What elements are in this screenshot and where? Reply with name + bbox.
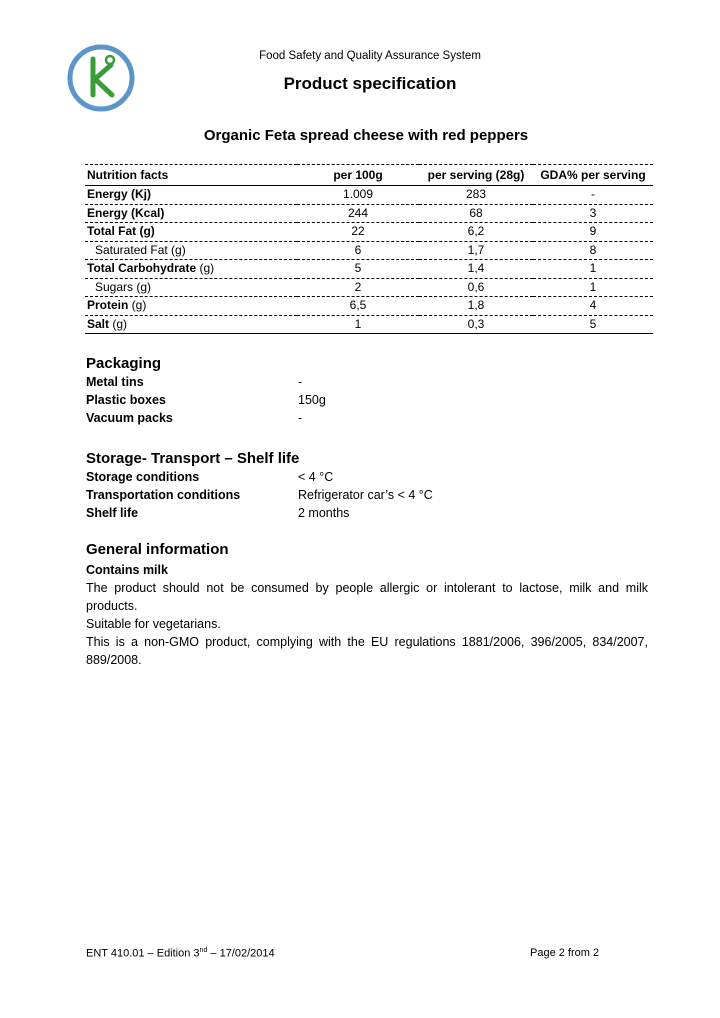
footer-edition [86,947,275,960]
contains-note: Contains milk [86,563,168,577]
nutrient-name: Energy (Kj) [87,187,152,202]
per-100g-value: 2 [297,278,419,297]
per-serving-value: 6,2 [419,223,533,242]
gda-value: 5 [533,315,653,334]
gda-value: 3 [533,204,653,223]
storage-label: Storage conditions [86,470,200,484]
per-100g-value: 1 [297,315,419,334]
allergy-note: The product should not be consumed by people allergic or intolerant to lactose, milk and milk products. [86,581,648,613]
per-100g-value: 22 [297,223,419,242]
packaging-value: 150g [298,393,326,407]
per-100g-value: 244 [297,204,419,223]
company-name: Food Safety and Quality Assurance System [259,50,481,62]
footer-page-number: Page 2 from 2 [530,947,600,959]
document-title: Product specification [283,74,457,93]
packaging-value: - [298,411,303,425]
storage-value: 2 months [298,506,350,520]
per-serving-value: 0,6 [419,278,533,297]
packaging-item [86,393,326,407]
storage-value: < 4 °C [298,470,334,484]
nutrient-name: Salt [87,316,110,331]
edition-prefix: ENT 410.01 – Edition 3 [86,947,200,960]
per-100g-value: 6 [297,241,419,260]
storage-label: Shelf life [86,506,139,520]
table-row [85,204,653,223]
table-row [85,223,653,242]
nutrient-name: Sugars (g) [95,279,152,294]
nutrient-name: Energy (Kcal) [87,205,165,220]
nutrient-name: Total Carbohydrate [87,261,197,276]
storage-item [86,506,349,520]
general-heading: General information [86,541,229,558]
storage-item [86,470,333,484]
gda-value: - [533,186,653,205]
gda-header: GDA% per serving [533,165,653,186]
storage-item [86,488,433,502]
gda-value: 9 [533,223,653,242]
per-serving-value: 0,3 [419,315,533,334]
nutrition-header: Nutrition facts [85,165,297,186]
per-serving-value: 283 [419,186,533,205]
company-logo [66,43,136,113]
packaging-heading: Packaging [86,355,162,372]
nutrient-name: Protein [87,298,129,313]
gda-value: 8 [533,241,653,260]
nutrition-header-row [85,165,653,186]
per-100g-header: per 100g [297,165,419,186]
table-row [85,315,653,334]
gda-value: 1 [533,278,653,297]
table-row [85,241,653,260]
per-serving-value: 1,4 [419,260,533,279]
general-info [86,561,648,669]
nutrient-unit: (g) [128,298,147,313]
table-row [85,278,653,297]
gda-value: 1 [533,260,653,279]
product-title: Organic Feta spread cheese with red peppers [203,127,529,144]
edition-suffix: – 17/02/2014 [207,947,275,960]
storage-label: Transportation conditions [86,488,241,502]
per-100g-value: 1.009 [297,186,419,205]
packaging-value: - [298,375,303,389]
table-row [85,297,653,316]
per-100g-value: 5 [297,260,419,279]
nutrient-name: Saturated Fat (g) [95,242,186,257]
table-row [85,260,653,279]
edition-superscript: nd [199,947,208,954]
nutrient-unit: (g) [196,261,215,276]
table-row [85,186,653,205]
storage-value: Refrigerator car’s < 4 °C [298,488,433,502]
packaging-label: Plastic boxes [86,393,166,407]
per-100g-value: 6,5 [297,297,419,316]
nutrient-name: Total Fat (g) [87,224,155,239]
per-serving-value: 1,8 [419,297,533,316]
gmo-note: This is a non-GMO product, complying with the EU regulations 1881/2006, 396/2005, 834/2007, 889/2008. [86,635,648,667]
packaging-label: Metal tins [86,375,144,389]
nutrition-table [85,164,653,334]
nutrient-unit: (g) [109,316,128,331]
storage-heading: Storage- Transport – Shelf life [86,450,300,467]
per-serving-header: per serving (28g) [419,165,533,186]
per-serving-value: 68 [419,204,533,223]
vegetarian-note: Suitable for vegetarians. [86,617,221,631]
packaging-item [86,411,302,425]
packaging-item [86,375,302,389]
packaging-label: Vacuum packs [86,411,173,425]
per-serving-value: 1,7 [419,241,533,260]
gda-value: 4 [533,297,653,316]
